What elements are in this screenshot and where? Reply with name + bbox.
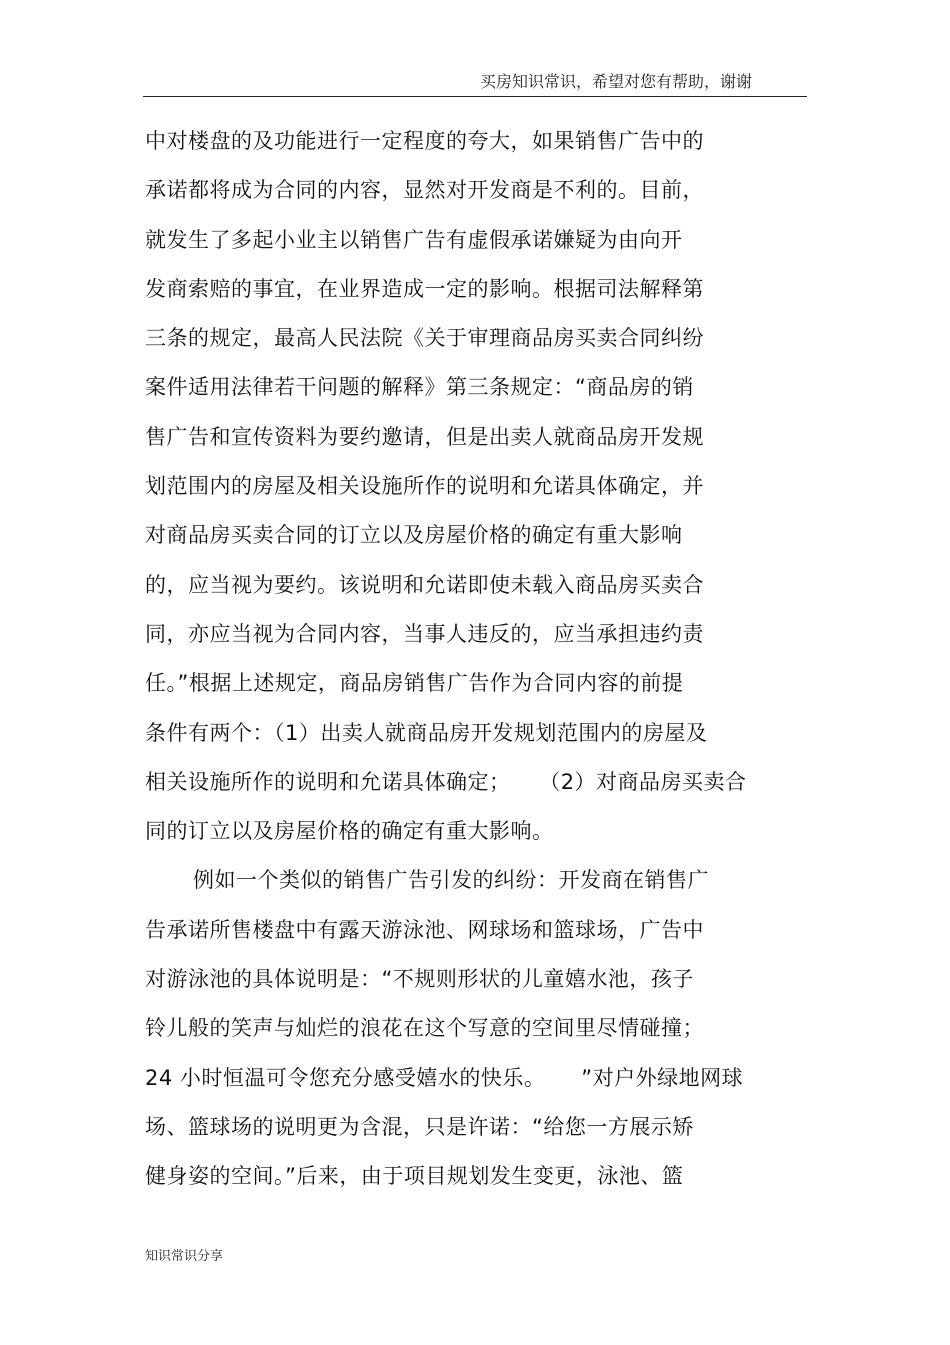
text-line: 承诺都将成为合同的内容，显然对开发商是不利的。目前， bbox=[145, 178, 704, 203]
text-line: 就发生了多起小业主以销售广告有虚假承诺嫌疑为由向开 bbox=[145, 227, 683, 252]
text-line: 条件有两个：（1）出卖人就商品房开发规划范围内的房屋及 bbox=[145, 720, 708, 745]
paragraph-start-line: 例如一个类似的销售广告引发的纠纷：开发商在销售广 bbox=[193, 868, 709, 893]
document-body bbox=[145, 124, 805, 1209]
text-line: 对游泳池的具体说明是：“不规则形状的儿童嬉水池，孩子 bbox=[145, 967, 694, 992]
text-line: 对商品房买卖合同的订立以及房屋价格的确定有重大影响 bbox=[145, 523, 683, 548]
text-line: 场、篮球场的说明更为含混，只是许诺：“给您一方展示矫 bbox=[145, 1114, 694, 1139]
text-line: 同的订立以及房屋价格的确定有重大影响。 bbox=[145, 819, 554, 844]
text-line: 发商索赔的事宜，在业界造成一定的影响。根据司法解释第 bbox=[145, 276, 704, 301]
text-line: 划范围内的房屋及相关设施所作的说明和允诺具体确定，并 bbox=[145, 474, 704, 499]
header-text: 买房知识常识，希望对您有帮助，谢谢 bbox=[479, 72, 752, 91]
text-line: 的，应当视为要约。该说明和允诺即使未载入商品房买卖合 bbox=[145, 572, 704, 597]
text-line: 案件适用法律若干问题的解释》第三条规定：“商品房的销 bbox=[145, 375, 694, 400]
text-line: 24 小时恒温可令您充分感受嬉水的快乐。 ”对户外绿地网球 bbox=[145, 1065, 744, 1090]
text-line: 健身姿的空间。”后来，由于项目规划发生变更，泳池、篮 bbox=[145, 1164, 684, 1189]
text-line: 任。”根据上述规定，商品房销售广告作为合同内容的前提 bbox=[145, 671, 684, 696]
text-line: 相关设施所作的说明和允诺具体确定； （2）对商品房买卖合 bbox=[145, 769, 747, 794]
page-header bbox=[143, 70, 807, 97]
text-line: 告承诺所售楼盘中有露天游泳池、网球场和篮球场，广告中 bbox=[145, 917, 704, 942]
text-line: 中对楼盘的及功能进行一定程度的夸大，如果销售广告中的 bbox=[145, 129, 704, 153]
text-line: 同，亦应当视为合同内容，当事人违反的，应当承担违约责 bbox=[145, 621, 704, 646]
text-line: 三条的规定，最高人民法院《关于审理商品房买卖合同纠纷 bbox=[145, 326, 704, 351]
text-line: 铃儿般的笑声与灿烂的浪花在这个写意的空间里尽情碰撞； bbox=[145, 1016, 704, 1041]
page-footer: 知识常识分享 bbox=[145, 1249, 224, 1264]
text-line: 售广告和宣传资料为要约邀请，但是出卖人就商品房开发规 bbox=[145, 424, 704, 449]
